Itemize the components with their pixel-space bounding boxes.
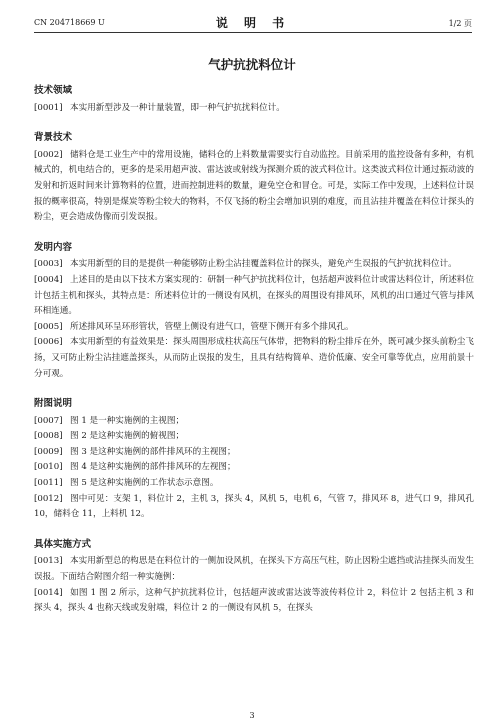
section-gap [34,226,474,232]
patent-number: CN 204718669 U [34,18,105,27]
document-title: 气护抗扰料位计 [208,57,296,72]
header-divider [34,32,472,33]
paragraph-number: [0009] [34,446,63,457]
paragraph [34,414,474,430]
paragraph-text: 所述排风环呈环形管状，管壁上侧设有进气口，管壁下侧开有多个排风孔。 [70,321,354,332]
paragraph-number: [0012] [34,493,63,504]
paragraph-number: [0008] [34,431,63,442]
page-count: 1/2 页 [448,19,472,28]
paragraph-number: [0006] [34,337,63,348]
section-heading: 具体实施方式 [34,538,92,550]
paragraph-text: 图 3 是这种实施例的部件排风环的主视图； [70,446,236,457]
paragraph-number: [0003] [34,259,63,270]
paragraph-number: [0010] [34,462,63,473]
paragraph-text: 图中可见：支架 1，料位计 2，主机 3，探头 4，风机 5，电机 6，气管 7，排风环 8，进气口 9，排风孔 10，储料仓 11，上料机 12。 [34,493,474,520]
paragraph [34,335,474,382]
paragraph-text: 本实用新型涉及一种计量装置，即一种气护抗扰料位计。 [70,102,285,113]
paragraph-text: 如图 1 图 2 所示，这种气护抗扰料位计，包括超声波或雷达波等波传料位计 2，料位计 2 包括主机 3 和探头 4，探头 4 也称天线或发射端，料位计 2 的一侧设有风机 5，在探头 [34,587,474,614]
paragraph [34,492,474,523]
paragraph-number: [0002] [34,149,63,160]
paragraph [34,257,474,273]
paragraph [34,148,474,226]
paragraph-number: [0007] [34,415,63,426]
section-heading: 发明内容 [34,241,73,253]
paragraph [34,476,474,492]
paragraph-number: [0001] [34,102,63,113]
paragraph [34,554,474,585]
paragraph-text: 图 1 是一种实施例的主视图； [70,415,185,426]
paragraph [34,273,474,320]
paragraph-text: 图 4 是这种实施例的部件排风环的左视图； [70,462,236,473]
paragraph-number: [0005] [34,321,63,332]
paragraph-text: 本实用新型的目的是提供一种能够防止粉尘沾挂覆盖料位计的探头，避免产生误报的气护抗扰料位计。 [70,259,457,270]
paragraph [34,460,474,476]
paragraph [34,320,474,336]
paragraph-number: [0011] [34,478,63,489]
document-type: 说 明 书 [215,16,291,30]
paragraph [34,429,474,445]
section-gap [34,382,474,388]
section-gap [34,523,474,529]
section-heading: 背景技术 [34,132,73,144]
paragraph-number: [0013] [34,556,63,567]
paragraph [34,445,474,461]
section-heading: 技术领域 [34,85,73,96]
document-body [34,83,474,617]
paragraph-text: 图 2 是这种实施例的俯视图； [70,431,185,442]
paragraph-text: 上述目的是由以下技术方案实现的：研制一种气护抗扰料位计，包括超声波料位计或雷达料位计，所述料位计包括主机和探头，其特点是：所述料位计的一侧设有风机，在探头的周围设有排风环，风机的出口通过气管与排风环相连通。 [34,274,474,317]
paragraph-text: 本实用新型的有益效果是：探头周围形成柱状高压气体带，把物料的粉尘排斥在外，既可减少探头前粉尘飞扬，又可防止粉尘沾挂遮盖探头，从而防止误报的发生，且具有结构简单、造价低廉、安全可靠等优点，应用前景十分可观。 [34,337,474,379]
paragraph [34,101,474,117]
paragraph-text: 储料仓是工业生产中的常用设施，储料仓的上料数量需要实行自动监控。目前采用的监控设备有多种，有机械式的，机电结合的，更多的是采用超声波、雷达波或射线为探测介质的波式料位计。这类波式料位计通过振动波的发射和折返时间来计算物料的位置，进而控制进料的数量，避免空仓和冒仓。可是，实际工作中发现，上述料位计误报的概率很高，特别是煤炭等粉尘较大的物料，不仅飞扬的粉尘会增加识别的难度，而且沾挂并覆盖在料位计探头的粉尘，更会造成伪像而引发误报。 [34,149,474,223]
paragraph-number: [0014] [34,587,63,598]
paragraph-text: 图 5 是这种实施例的工作状态示意图。 [70,478,219,489]
section-heading: 附图说明 [34,398,73,410]
paragraph-number: [0004] [34,274,63,285]
paragraph-text: 本实用新型总的构思是在料位计的一侧加设风机，在探头下方高压气柱，防止因粉尘遮挡或沾挂探头而发生误报。下面结合附图介绍一种实施例： [34,556,474,583]
page-number: 3 [249,711,255,720]
paragraph [34,586,474,617]
section-gap [34,116,474,122]
